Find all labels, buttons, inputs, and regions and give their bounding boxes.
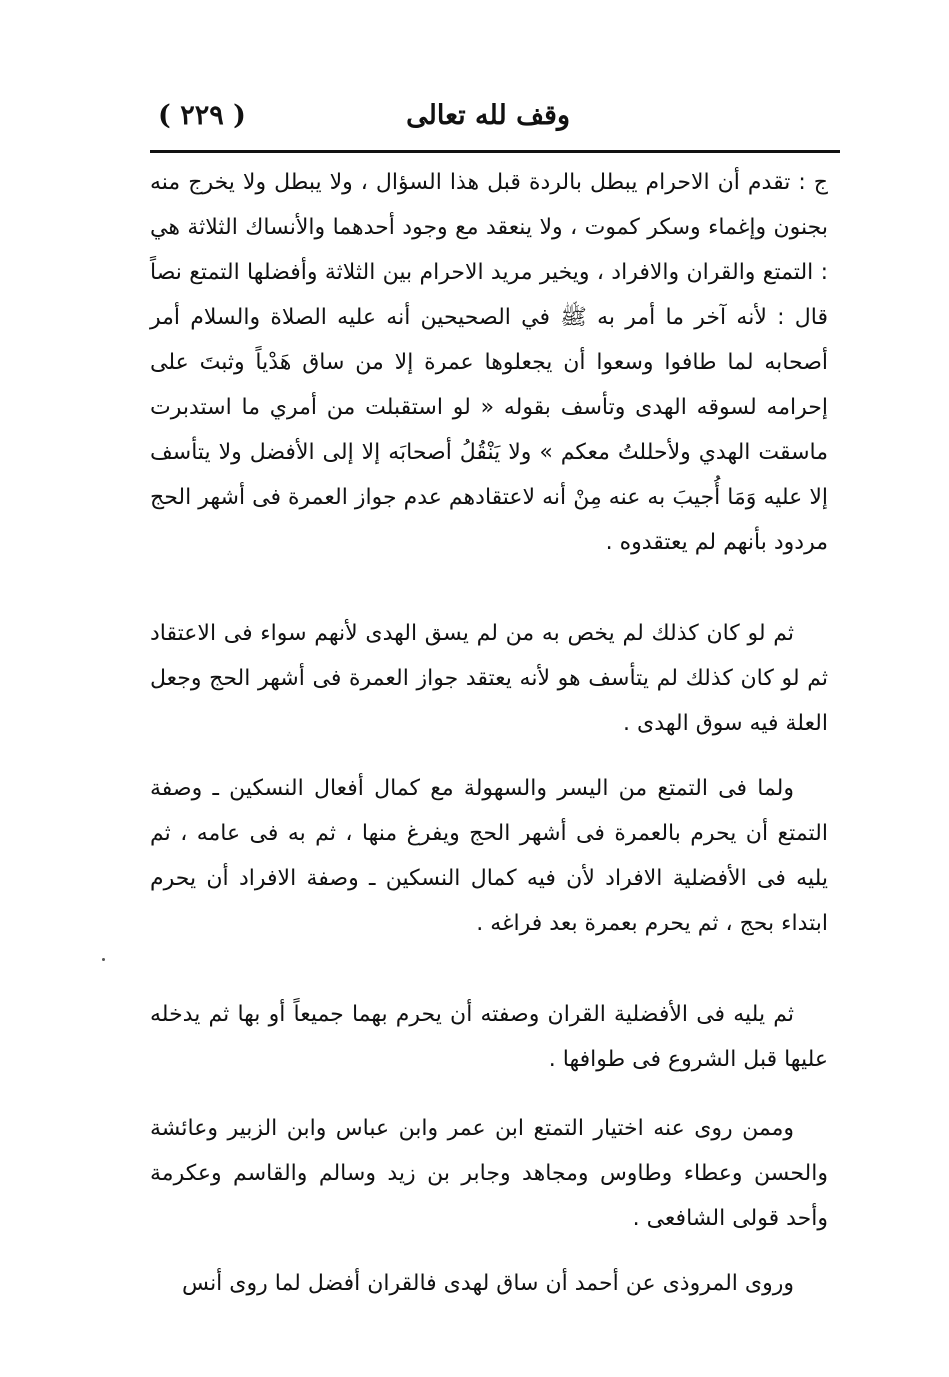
page-number: ( ٢٢٩ ): [158, 100, 246, 131]
paragraph-objection: ثم لو كان كذلك لم يخص به من لم يسق الهدى لأنهم سواء فى الاعتقاد ثم لو كان كذلك لم يتأسف هو لأنه يعتقد جواز العمرة فى أشهر الحج وجعل العلة فيه سوق الهدى .: [150, 621, 828, 736]
paragraph-marwadhi: وروى المروذى عن أحمد أن ساق لهدى فالقران أفضل لما روى أنس: [182, 1271, 794, 1296]
header-rule: [150, 150, 840, 153]
paragraph-narrators: وممن روى عنه اختيار التمتع ابن عمر وابن عباس وابن الزبير وعائشة والحسن وعطاء وطاوس ومجاهد وجابر بن زيد وسالم والقاسم وعكرمة وأحد قولى الشافعى .: [150, 1116, 828, 1231]
running-title: وقف لله تعالى: [406, 100, 570, 131]
paragraph-answer: ج : تقدم أن الاحرام يبطل بالردة قبل هذا السؤال ، ولا يبطل ولا يخرج منه بجنون وإغماء وسكر كموت ، ولا ينعقد مع وجود أحدهما والأنساك الثلاثة هي : التمتع والقران والافراد ، ويخير مريد الاحرام بين الثلاثة وأفضلها التمتع نصاً قال : لأنه آخر ما أمر به ﷺ في الصحيحين أنه عليه الصلاة والسلام أمر أصحابه لما طافوا وسعوا أن يجعلوها عمرة إلا من ساق هَدْياً وثبتَ على إحرامه لسوقه الهدى وتأسف بقوله « لو استقبلت من أمري ما استدبرت ماسقت الهدي ولأحللتُ معكم » ولا يَنْقُلُ أصحابَه إلا إلى الأفضل ولا يتأسف إلا عليه وَمَا أُجيبَ به عنه مِنْ أنه لاعتقادهم عدم جواز العمرة فى أشهر الحج مردود بأنهم لم يعتقدوه .: [150, 170, 828, 555]
paragraph-tamattu-description: ولما فى التمتع من اليسر والسهولة مع كمال أفعال النسكين ـ وصفة التمتع أن يحرم بالعمرة فى أشهر الحج ويفرغ منها ، ثم به فى عامه ، ثم يليه فى الأفضلية الافراد لأن فيه كمال النسكين ـ وصفة الافراد أن يحرم ابتداء بحج ، ثم يحرم بعمرة بعد فراغه .: [150, 776, 828, 936]
scan-speck: [102, 958, 105, 961]
body-text: [150, 160, 828, 1306]
paragraph-qiran: ثم يليه فى الأفضلية القران وصفته أن يحرم بهما جميعاً أو بها ثم يدخله عليها قبل الشروع فى طوافها .: [150, 1002, 828, 1072]
page-header: [150, 100, 840, 144]
